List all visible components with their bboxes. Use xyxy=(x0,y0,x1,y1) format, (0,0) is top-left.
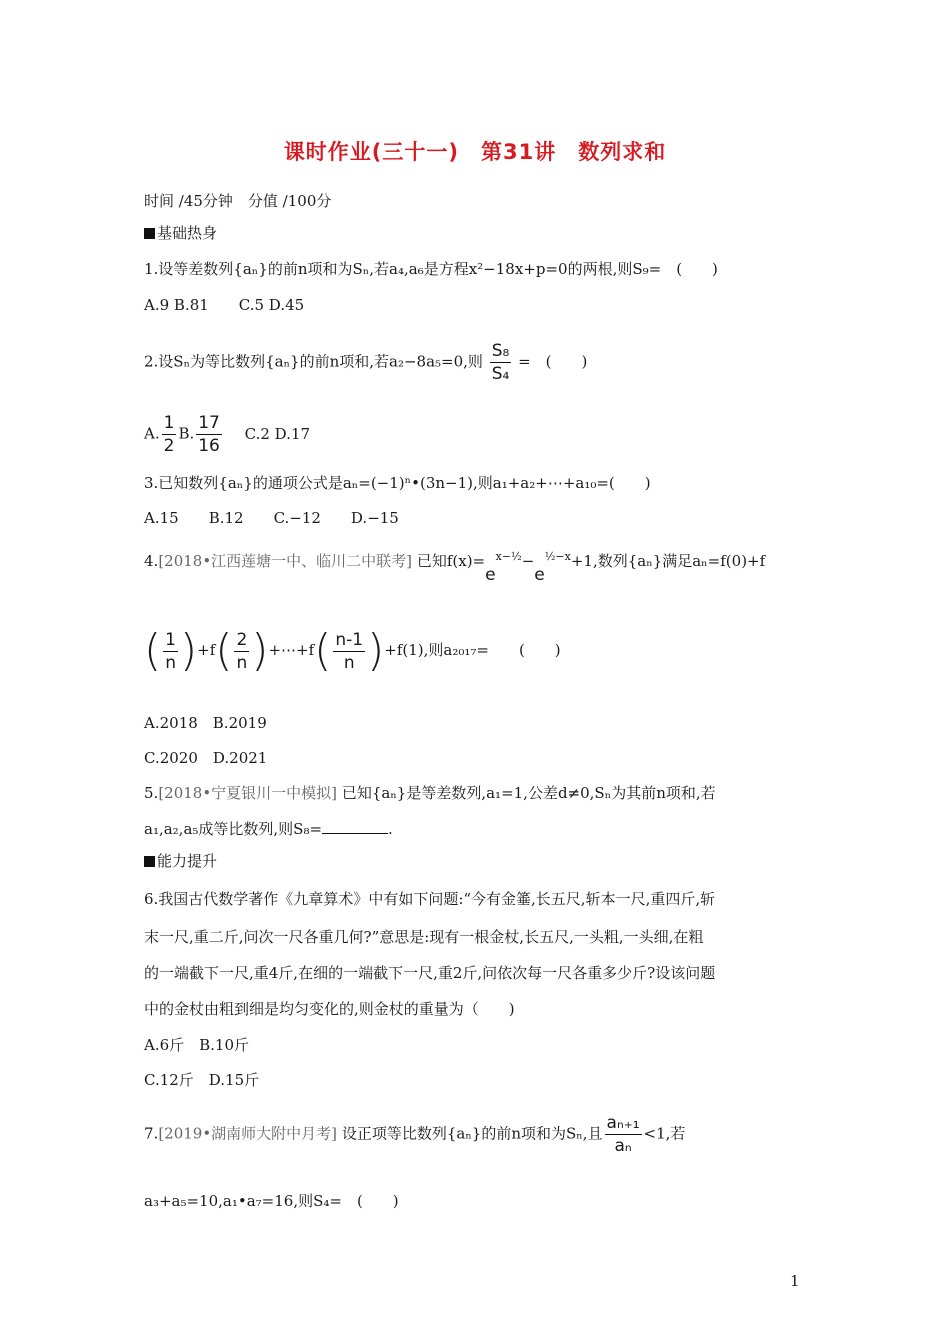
q4-stem-line: 4.[2018•江西莲塘一中、临川二中联考] 已知$f(x)=e^{x-\frac{1}{2}}-e^{\frac{1}{2}-x}+1$,数列{aₙ}满足aₙ=f(0)+f xyxy=(144,550,766,585)
section-basic: 基础热身 xyxy=(144,222,217,244)
q5-stem-line: 5.[2018•宁夏银川一中模拟] 已知{aₙ}是等差数列,a₁=1,公差d≠0,Sₙ为其前n项和,若 xyxy=(144,784,716,802)
q6-line1: 6.我国古代数学著作《九章算术》中有如下问题:“今有金箠,长五尺,斩本一尺,重四斤,斩 xyxy=(144,890,716,908)
q7-stem-line: 7.[2019•湖南师大附中月考] 设正项等比数列{aₙ}的前n项和为Sₙ,且 $\frac{\text{aₙ₊₁}}{\text{aₙ}}$ <1,若 xyxy=(144,1113,686,1156)
q5-answer-blank[interactable] xyxy=(322,819,388,834)
q5-source: [2018•宁夏银川一中模拟] xyxy=(158,784,338,802)
q7-fraction: $\frac{\text{aₙ₊₁}}{\text{aₙ}}$ xyxy=(606,1113,640,1156)
q4-line2: ( $\frac{1}{n}$ )+f( $\frac{2}{n}$ )+⋯+f( $\frac{n-1}{n}$ )+f(1),则a₂₀₁₇= ( ) xyxy=(144,625,561,676)
time-score-meta: 时间 ∕45分钟 分值 ∕100分 xyxy=(144,192,332,210)
q7-line2: a₃+a₅=10,a₁•a₇=16,则S₄= ( ) xyxy=(144,1192,399,1210)
section-square-icon xyxy=(144,228,155,239)
page-number: 1 xyxy=(790,1272,800,1290)
q2-fraction: $\frac{\text{S₈}}{\text{S₄}}$ xyxy=(491,341,510,384)
q2-options: A. $\frac{1}{2}$ B. $\frac{17}{16}$ C.2 D.17 xyxy=(144,413,311,456)
q4-exp-term-2: $e^{\frac{1}{2}-x}$ xyxy=(534,550,571,585)
q4-fraction-3: $\frac{n-1}{n}$ xyxy=(335,629,364,673)
q1-options: A.9 B.81 C.5 D.45 xyxy=(144,296,305,314)
q4-fraction-2: $\frac{2}{n}$ xyxy=(236,629,248,673)
section-square-icon xyxy=(144,856,155,867)
q1-stem: 1.设等差数列{aₙ}的前n项和为Sₙ,若a₄,a₆是方程x²−18x+p=0的两根,则S₉= ( ) xyxy=(144,260,718,278)
q4-exp-term: $e^{x-\frac{1}{2}}$ xyxy=(485,550,522,585)
q3-options: A.15 B.12 C.−12 D.−15 xyxy=(144,509,399,527)
q6-options-2: C.12斤 D.15斤 xyxy=(144,1071,260,1089)
q2-stem-line: 2.设Sₙ为等比数列{aₙ}的前n项和,若a₂−8a₅=0,则 $\frac{\text{S₈}}{\text{S₄}}$ = ( ) xyxy=(144,341,588,384)
q6-line2: 末一尺,重二斤,问次一尺各重几何?”意思是:现有一根金杖,长五尺,一头粗,一头细,在粗 xyxy=(144,928,704,946)
section-advanced: 能力提升 xyxy=(144,850,217,872)
q2-option-a-fraction: $\frac{1}{2}$ xyxy=(163,413,175,456)
q6-line4: 中的金杖由粗到细是均匀变化的,则金杖的重量为（ ) xyxy=(144,1000,515,1018)
q6-line3: 的一端截下一尺,重4斤,在细的一端截下一尺,重2斤,问依次每一尺各重多少斤?设该问题 xyxy=(144,964,716,982)
q4-options-1: A.2018 B.2019 xyxy=(144,714,267,732)
q3-stem: 3.已知数列{aₙ}的通项公式是aₙ=(−1)ⁿ•(3n−1),则a₁+a₂+⋯+a₁₀=( ) xyxy=(144,474,651,492)
q2-option-b-fraction: $\frac{17}{16}$ xyxy=(198,413,220,456)
q6-options-1: A.6斤 B.10斤 xyxy=(144,1036,250,1054)
q5-line2: a₁,a₂,a₅成等比数列,则S₈= . xyxy=(144,820,393,838)
q7-source: [2019•湖南师大附中月考] xyxy=(158,1124,338,1143)
q4-options-2: C.2020 D.2021 xyxy=(144,749,268,767)
q4-fraction-1: $\frac{1}{n}$ xyxy=(165,629,176,673)
page-title: 课时作业(三十一) 第31讲 数列求和 xyxy=(283,140,667,164)
q4-source: [2018•江西莲塘一中、临川二中联考] xyxy=(158,552,413,570)
